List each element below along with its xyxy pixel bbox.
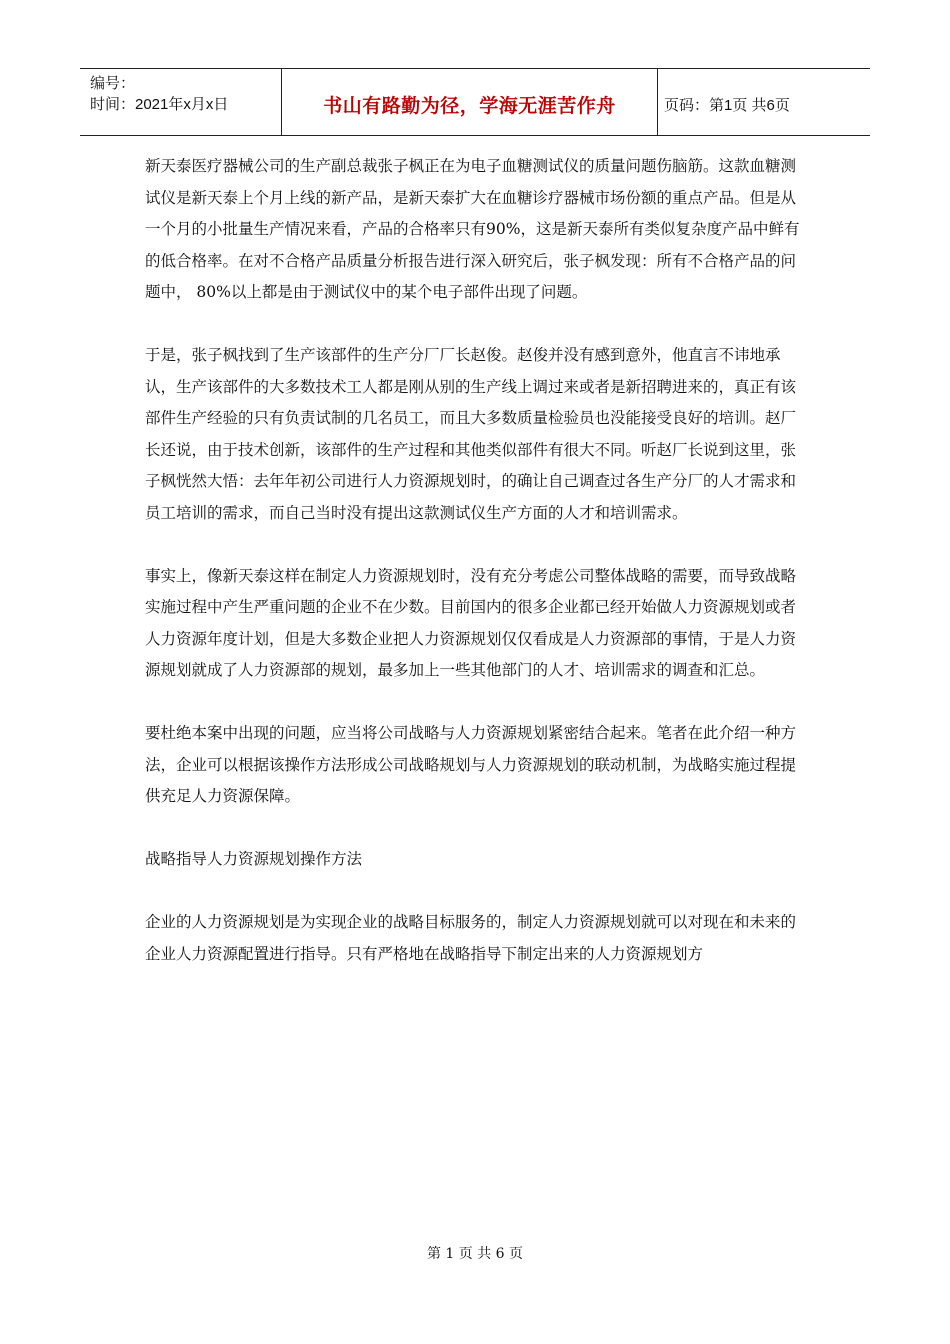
paragraph: 新天泰医疗器械公司的生产副总裁张子枫正在为电子血糖测试仪的质量问题伤脑筋。这款血糖测试仪是新天泰上个月上线的新产品，是新天泰扩大在血糖诊疗器械市场份额的重点产品。但是从一个月的小批量生产情况来看，产品的合格率只有90%，这是新天泰所有类似复杂度产品中鲜有的低合格率。在对不合格产品质量分析报告进行深入研究后，张子枫发现：所有不合格产品的问题中， 80%以上都是由于测试仪中的某个电子部件出现了问题。 [145,157,800,301]
paragraph: 事实上，像新天泰这样在制定人力资源规划时，没有充分考虑公司整体战略的需要，而导致战略实施过程中产生严重问题的企业不在少数。目前国内的很多企业都已经开始做人力资源规划或者人力资源年度计划，但是大多数企业把人力资源规划仅仅看成是人力资源部的事情，于是人力资源规划就成了人力资源部的规划，最多加上一些其他部门的人才、培训需求的调查和汇总。 [145,566,797,679]
page-header [80,68,870,136]
paragraph: 要杜绝本案中出现的问题，应当将公司战略与人力资源规划紧密结合起来。笔者在此介绍一种方法，企业可以根据该操作方法形成公司战略规划与人力资源规划的联动机制，为战略实施过程提供充足人力资源保障。 [145,724,797,805]
document-date: 时间：2021年x月x日 [90,96,229,113]
header-meta [80,69,282,135]
paragraph: 于是，张子枫找到了生产该部件的生产分厂厂长赵俊。赵俊并没有感到意外，他直言不讳地承认，生产该部件的大多数技术工人都是刚从别的生产线上调过来或者是新招聘进来的，真正有该部件生产经验的只有负责试制的几名员工，而且大多数质量检验员也没能接受良好的培训。赵厂长还说，由于技术创新，该部件的生产过程和其他类似部件有很大不同。听赵厂长说到这里，张子枫恍然大悟：去年年初公司进行人力资源规划时，的确让自己调查过各生产分厂的人才需求和员工培训的需求，而自己当时没有提出这款测试仪生产方面的人才和培训需求。 [145,346,797,522]
header-page-info: 页码：第1页 共6页 [664,96,790,114]
section-heading: 战略指导人力资源规划操作方法 [145,850,363,868]
header-motto: 书山有路勤为径，学海无涯苦作舟 [282,69,658,135]
document-body [145,151,810,1002]
page-footer: 第 1 页 共 6 页 [426,1246,524,1262]
document-number-label: 编号： [90,75,136,92]
paragraph: 企业的人力资源规划是为实现企业的战略目标服务的，制定人力资源规划就可以对现在和未来的企业人力资源配置进行指导。只有严格地在战略指导下制定出来的人力资源规划方 [145,913,797,963]
